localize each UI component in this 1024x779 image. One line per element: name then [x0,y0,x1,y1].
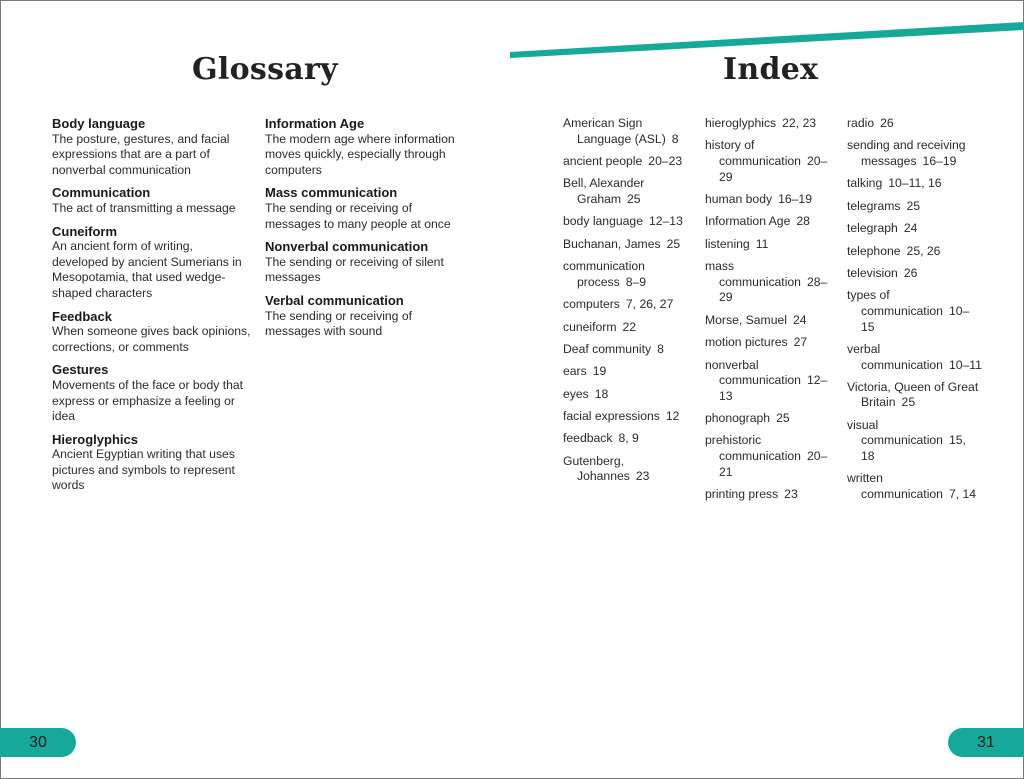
index-term: body language [563,214,643,229]
index-entry [705,411,840,427]
index-entry [847,138,982,169]
index-pages: 20–29 [719,153,828,184]
index-column-1 [563,116,698,492]
index-entry [847,116,982,132]
glossary-definition: Ancient Egyptian writing that uses pictures and symbols to represent words [52,447,235,493]
index-pages: 7, 26, 27 [625,297,674,312]
index-entry [847,266,982,282]
glossary-term: Gestures [52,362,109,378]
index-term: ancient people [563,153,643,168]
glossary-title: Glossary [192,52,338,87]
index-entry [563,214,698,230]
glossary-entry [265,293,465,340]
glossary-term: Body language [52,116,146,131]
index-pages: 28–29 [719,274,828,305]
glossary-definition: When someone gives back opinions, corrections, or comments [52,324,251,354]
index-entry [847,221,982,237]
index-entry [705,433,840,480]
index-entry [705,313,840,329]
index-entry [847,380,982,411]
glossary-definition: The posture, gestures, and facial expressions that are a part of nonverbal communication [52,131,230,177]
glossary-entry [52,432,252,494]
index-pages: 12 [665,409,680,424]
index-pages: 20–21 [719,449,828,479]
index-entry [563,431,698,447]
index-pages: 12–13 [648,214,683,229]
glossary-entry [52,309,252,356]
index-pages: 10–15 [861,303,970,334]
index-entry [563,320,698,336]
index-entry [705,335,840,351]
index-entry [705,116,840,132]
glossary-term: Hieroglyphics [52,431,138,447]
index-term: cuneiform [563,319,617,334]
index-title: Index [723,52,819,87]
glossary-term: Communication [52,185,151,201]
index-term: hieroglyphics [705,116,777,130]
index-term: history of communication [705,138,801,168]
index-pages: 8 [657,341,664,356]
index-term: visual communication [847,417,943,448]
index-pages: 27 [793,335,808,350]
glossary-term: Mass communication [265,185,398,201]
index-entry [563,176,698,207]
glossary-definition: The sending or receiving of messages to many people at once [265,200,451,231]
index-term: written communication [847,471,943,502]
index-entry [847,471,982,502]
index-entry [705,237,840,253]
glossary-entry [52,185,252,216]
glossary-definition: The sending or receiving of silent messages [265,254,444,285]
glossary-definition: The modern age where information moves quickly, especially through computers [265,131,455,177]
index-column-3 [847,116,982,509]
index-entry [705,358,840,405]
glossary-definition: The act of transmitting a message [52,200,236,215]
index-entry [847,418,982,465]
index-term: Deaf community [563,341,652,356]
index-term: communication process [563,259,645,289]
index-pages: 28 [796,214,810,229]
index-term: verbal communication [847,341,943,372]
index-entry [563,409,698,425]
index-term: telephone [847,243,901,258]
index-pages: 26 [880,116,894,130]
index-entry [563,154,698,170]
index-term: radio [847,116,875,130]
index-pages: 18 [594,386,609,401]
glossary-term: Feedback [52,308,112,324]
index-term: eyes [563,386,589,401]
glossary-definition: Movements of the face or body that express or emphasize a feeling or idea [52,377,244,424]
index-entry [563,259,698,290]
glossary-term: Nonverbal communication [265,239,429,255]
index-term: phonograph [705,411,771,426]
index-term: Buchanan, James [563,236,661,251]
index-entry [563,116,698,147]
index-term: talking [847,176,883,191]
index-entry [563,364,698,380]
index-pages: 23 [635,469,650,484]
glossary-entry [265,239,465,286]
index-entry [705,487,840,503]
index-pages: 24 [792,312,807,327]
index-entry [847,288,982,335]
index-entry [705,259,840,306]
index-pages: 8–9 [625,274,647,289]
index-term: nonverbal communication [705,357,801,388]
index-pages: 16–19 [778,191,812,206]
index-entry [705,214,840,230]
glossary-column-2 [265,116,465,347]
index-pages: 22, 23 [782,116,817,130]
index-pages: 8 [671,131,679,146]
glossary-definition: The sending or receiving of messages with sound [265,308,413,339]
index-pages: 11 [755,236,769,251]
index-pages: 25 [776,411,790,426]
index-pages: 25, 26 [906,243,941,258]
index-pages: 10–11 [948,357,982,372]
index-entry [847,176,982,192]
index-term: printing press [705,487,779,502]
page-number-left: 30 [0,728,76,757]
index-term: prehistoric communication [705,433,801,464]
index-term: American Sign Language (ASL) [563,116,666,146]
index-term: sending and receiving messages [847,138,966,168]
index-pages: 23 [784,487,798,502]
page-number-right: 31 [948,728,1024,757]
index-pages: 25 [627,191,641,206]
index-term: Bell, Alexander Graham [563,176,645,206]
glossary-entry [265,185,465,232]
index-entry [563,342,698,358]
glossary-entry [52,224,252,302]
glossary-entry [265,116,465,178]
index-entry [563,387,698,403]
index-pages: 12–13 [719,373,828,403]
glossary-term: Cuneiform [52,223,117,239]
index-entry [563,454,698,485]
index-pages: 24 [903,221,918,236]
glossary-term: Verbal communication [265,292,404,308]
index-pages: 8, 9 [618,431,639,446]
index-pages: 25 [906,198,921,213]
index-pages: 25 [901,395,916,410]
index-entry [563,237,698,253]
index-term: Information Age [705,214,791,229]
glossary-column-1 [52,116,252,501]
glossary-term: Information Age [265,116,365,131]
index-pages: 25 [666,236,681,251]
index-pages: 16–19 [922,153,957,168]
index-term: motion pictures [705,335,788,350]
index-pages: 19 [592,364,607,379]
glossary-entry [52,116,252,178]
index-pages: 26 [903,265,918,280]
index-entry [705,192,840,208]
index-entry [847,342,982,373]
index-column-2 [705,116,840,509]
index-term: facial expressions [563,409,660,424]
index-term: human body [705,191,773,206]
index-entry [847,244,982,260]
glossary-definition: An ancient form of writing, developed by ancient Sumerians in Mesopotamia, that used wedge-shaped characters [52,239,242,300]
index-pages: 20–23 [648,153,683,168]
index-term: types of communication [847,288,943,318]
index-term: Gutenberg, Johannes [563,453,630,484]
index-term: Victoria, Queen of Great Britain [847,379,979,410]
index-term: mass communication [705,259,801,289]
index-entry [847,199,982,215]
index-term: ears [563,364,587,379]
index-pages: 22 [622,319,637,334]
index-pages: 10–11, 16 [888,176,942,191]
index-term: Morse, Samuel [705,312,787,327]
index-term: telegrams [847,198,901,213]
index-term: computers [563,297,620,312]
index-term: television [847,265,898,280]
index-pages: 15, 18 [861,433,966,464]
index-term: listening [705,236,750,251]
glossary-entry [52,362,252,424]
index-entry [563,297,698,313]
index-term: telegraph [847,221,898,236]
index-entry [705,138,840,185]
index-pages: 7, 14 [948,487,977,502]
index-term: feedback [563,431,613,446]
